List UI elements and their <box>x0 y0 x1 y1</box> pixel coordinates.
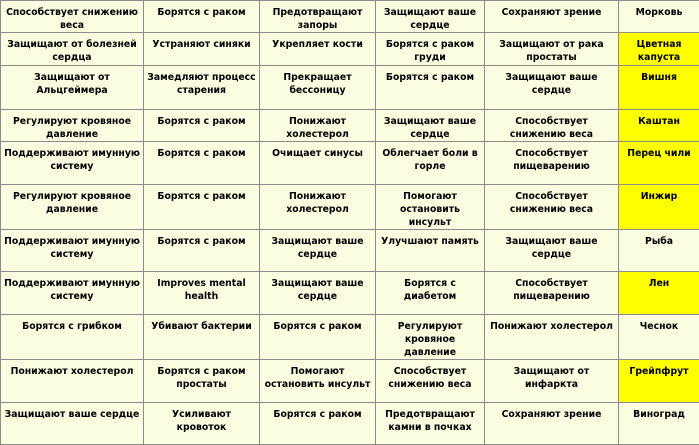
benefit-cell: Борятся с грибком <box>1 315 144 360</box>
table-row <box>1 230 699 272</box>
benefit-cell: Регулируют кровяное давление <box>1 110 144 142</box>
food-name-cell: Грейпфрут <box>619 360 699 403</box>
food-name-cell: Инжир <box>619 185 699 230</box>
benefit-cell: Прекращает бессоницу <box>260 66 376 110</box>
benefit-cell: Борятся с раком груди <box>376 33 485 66</box>
table-row <box>1 110 699 142</box>
benefit-cell: Защищают ваше сердце <box>376 1 485 33</box>
benefit-cell: Понижают холестерол <box>1 360 144 403</box>
food-name-cell: Перец чили <box>619 142 699 185</box>
benefit-cell: Защищают ваше сердце <box>260 272 376 315</box>
benefit-cell: Борятся с раком <box>260 315 376 360</box>
food-name-cell: Вишня <box>619 66 699 110</box>
benefit-cell: Защищают ваше сердце <box>485 230 619 272</box>
benefit-cell: Предотвращают запоры <box>260 1 376 33</box>
benefit-cell: Поддерживают имунную систему <box>1 142 144 185</box>
benefit-cell: Сохраняют зрение <box>485 1 619 33</box>
benefit-cell: Способствует снижению веса <box>1 1 144 33</box>
benefit-cell: Поддерживают имунную систему <box>1 230 144 272</box>
benefit-cell: Предотвращают камни в почках <box>376 403 485 445</box>
benefit-cell: Защищают ваше сердце <box>260 230 376 272</box>
food-name-cell: Лен <box>619 272 699 315</box>
food-name-cell: Каштан <box>619 110 699 142</box>
benefit-cell: Укрепляет кости <box>260 33 376 66</box>
benefit-cell: Регулируют кровяное давление <box>1 185 144 230</box>
food-name-cell: Рыба <box>619 230 699 272</box>
benefit-cell: Способствует снижению веса <box>376 360 485 403</box>
benefit-cell: Способствует снижению веса <box>485 185 619 230</box>
benefit-cell: Способствует снижению веса <box>485 110 619 142</box>
benefit-cell: Борятся с раком <box>144 142 260 185</box>
benefit-cell: Борятся с диабетом <box>376 272 485 315</box>
benefit-cell: Борятся с раком простаты <box>144 360 260 403</box>
benefit-cell: Сохраняют зрение <box>485 403 619 445</box>
benefit-cell: Помогают остановить инсульт <box>376 185 485 230</box>
benefit-cell: Устраняют синяки <box>144 33 260 66</box>
benefit-cell: Усиливают кровоток <box>144 403 260 445</box>
benefit-cell: Защищают от рака простаты <box>485 33 619 66</box>
food-name-cell: Виноград <box>619 403 699 445</box>
benefit-cell: Improves mental health <box>144 272 260 315</box>
benefit-cell: Борятся с раком <box>144 185 260 230</box>
table-row <box>1 360 699 403</box>
benefit-cell: Борятся с раком <box>144 1 260 33</box>
table-row <box>1 1 699 33</box>
table-body <box>1 1 699 445</box>
food-name-cell: Чеснок <box>619 315 699 360</box>
benefit-cell: Понижают холестерол <box>485 315 619 360</box>
benefit-cell: Облегчает боли в горле <box>376 142 485 185</box>
food-name-cell: Цветная капуста <box>619 33 699 66</box>
benefit-cell: Способствует пищеварению <box>485 142 619 185</box>
benefit-cell: Защищают от Альцгеймера <box>1 66 144 110</box>
benefit-cell: Борятся с раком <box>144 230 260 272</box>
benefit-cell: Помогают остановить инсульт <box>260 360 376 403</box>
benefit-cell: Борятся с раком <box>144 110 260 142</box>
food-name-cell: Морковь <box>619 1 699 33</box>
benefit-cell: Борятся с раком <box>376 66 485 110</box>
benefit-cell: Регулируют кровяное давление <box>376 315 485 360</box>
benefit-cell: Улучшают память <box>376 230 485 272</box>
benefit-cell: Замедляют процесс старения <box>144 66 260 110</box>
benefit-cell: Борятся с раком <box>260 403 376 445</box>
table-row <box>1 315 699 360</box>
benefit-cell: Способствует пищеварению <box>485 272 619 315</box>
benefit-cell: Защищают от болезней сердца <box>1 33 144 66</box>
table-row <box>1 272 699 315</box>
table-row <box>1 142 699 185</box>
benefit-cell: Убивают бактерии <box>144 315 260 360</box>
benefit-cell: Понижают холестерол <box>260 110 376 142</box>
benefit-cell: Защищают ваше сердце <box>1 403 144 445</box>
benefit-cell: Поддерживают имунную систему <box>1 272 144 315</box>
table-row <box>1 403 699 445</box>
benefit-cell: Очищает синусы <box>260 142 376 185</box>
table-row <box>1 66 699 110</box>
table-row <box>1 185 699 230</box>
benefit-cell: Понижают холестерол <box>260 185 376 230</box>
benefit-cell: Защищают от инфаркта <box>485 360 619 403</box>
benefit-cell: Защищают ваше сердце <box>485 66 619 110</box>
table-row <box>1 33 699 66</box>
benefit-cell: Защищают ваше сердце <box>376 110 485 142</box>
